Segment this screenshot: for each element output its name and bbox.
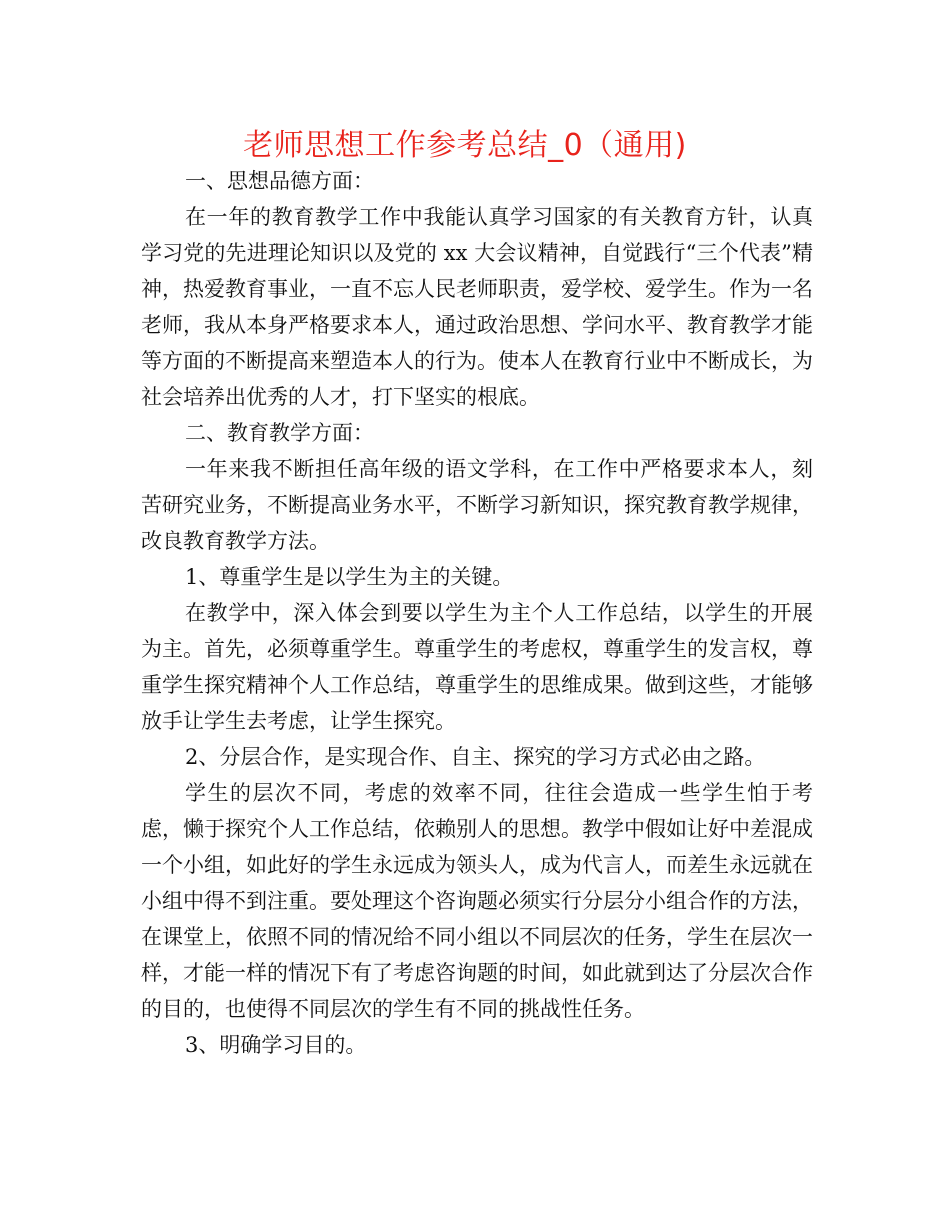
- paragraph-item-2: 学生的层次不同，考虑的效率不同，往往会造成一些学生怕于考虑，懒于探究个人工作总结，依赖别人的思想。教学中假如让好中差混成一个小组，如此好的学生永远成为领头人，成为代言人，而差生永远就在小组中得不到注重。要处理这个咨询题必须实行分层分小组合作的方法，在课堂上，依照不同的情况给不同小组以不同层次的任务，学生在层次一样，才能一样的情况下有了考虑咨询题的时间，如此就到达了分层次合作的目的，也使得不同层次的学生有不同的挑战性任务。: [141, 781, 813, 1021]
- section-heading-teaching: 二、教育教学方面：: [185, 421, 374, 445]
- item-heading-2: 2、分层合作，是实现合作、自主、探究的学习方式必由之路。: [185, 745, 766, 769]
- paragraph-ideology: 在一年的教育教学工作中我能认真学习国家的有关教育方针，认真学习党的先进理论知识以及党的 xx 大会议精神，自觉践行“三个代表”精神，热爱教育事业，一直不忘人民老师职责，爱学校、爱学生。作为一名老师，我从本身严格要求本人，通过政治思想、学问水平、教育教学才能等方面的不断提高来塑造本人的行为。使本人在教育行业中不断成长，为社会培养出优秀的人才，打下坚实的根底。: [141, 205, 813, 409]
- item-heading-1: 1、尊重学生是以学生为主的关键。: [185, 565, 514, 589]
- document-body: [141, 163, 813, 1063]
- paragraph-teaching: 一年来我不断担任高年级的语文学科，在工作中严格要求本人，刻苦研究业务，不断提高业务水平，不断学习新知识，探究教育教学规律，改良教育教学方法。: [141, 457, 813, 553]
- paragraph-item-1: 在教学中，深入体会到要以学生为主个人工作总结，以学生的开展为主。首先，必须尊重学生。尊重学生的考虑权，尊重学生的发言权，尊重学生探究精神个人工作总结，尊重学生的思维成果。做到这些，才能够放手让学生去考虑，让学生探究。: [141, 601, 813, 733]
- document-title: 老师思想工作参考总结_0（通用): [243, 128, 687, 163]
- item-heading-3: 3、明确学习目的。: [185, 1033, 367, 1057]
- section-heading-ideology: 一、思想品德方面：: [185, 169, 374, 193]
